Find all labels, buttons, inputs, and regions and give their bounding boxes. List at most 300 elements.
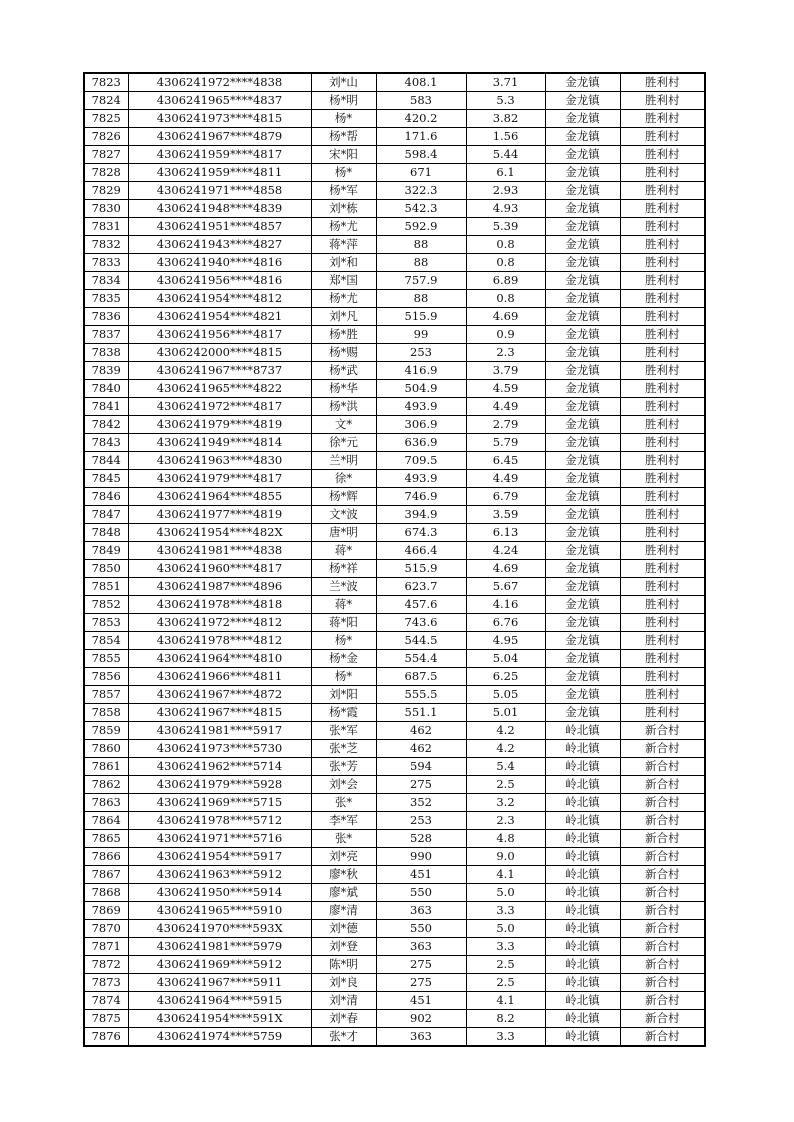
village-cell: 胜利村 [620,650,705,668]
name-cell: 杨*祥 [311,560,376,578]
table-row [84,182,705,200]
area-cell: 3.3 [466,938,545,956]
row-number-cell: 7827 [84,146,128,164]
area-cell: 0.9 [466,326,545,344]
row-number-cell: 7847 [84,506,128,524]
name-cell: 廖*秋 [311,866,376,884]
town-cell: 金龙镇 [545,668,620,686]
id-number-cell: 4306241950****5914 [128,884,311,902]
area-cell: 6.25 [466,668,545,686]
row-number-cell: 7871 [84,938,128,956]
village-cell: 胜利村 [620,470,705,488]
row-number-cell: 7860 [84,740,128,758]
name-cell: 徐*元 [311,434,376,452]
amount-cell: 275 [376,776,466,794]
row-number-cell: 7832 [84,236,128,254]
table-row [84,128,705,146]
row-number-cell: 7861 [84,758,128,776]
town-cell: 岭北镇 [545,866,620,884]
name-cell: 兰*明 [311,452,376,470]
row-number-cell: 7846 [84,488,128,506]
town-cell: 金龙镇 [545,452,620,470]
row-number-cell: 7876 [84,1028,128,1047]
id-number-cell: 4306241949****4814 [128,434,311,452]
amount-cell: 363 [376,1028,466,1047]
row-number-cell: 7842 [84,416,128,434]
amount-cell: 451 [376,992,466,1010]
row-number-cell: 7865 [84,830,128,848]
area-cell: 4.1 [466,992,545,1010]
id-number-cell: 4306241967****4815 [128,704,311,722]
area-cell: 3.3 [466,902,545,920]
table-row [84,902,705,920]
town-cell: 金龙镇 [545,272,620,290]
name-cell: 杨* [311,632,376,650]
town-cell: 金龙镇 [545,362,620,380]
id-number-cell: 4306241973****4815 [128,110,311,128]
table-row [84,362,705,380]
town-cell: 金龙镇 [545,308,620,326]
amount-cell: 674.3 [376,524,466,542]
row-number-cell: 7830 [84,200,128,218]
name-cell: 刘*春 [311,1010,376,1028]
name-cell: 张* [311,830,376,848]
amount-cell: 528 [376,830,466,848]
amount-cell: 275 [376,956,466,974]
town-cell: 岭北镇 [545,740,620,758]
town-cell: 岭北镇 [545,902,620,920]
town-cell: 岭北镇 [545,974,620,992]
village-cell: 胜利村 [620,200,705,218]
name-cell: 唐*明 [311,524,376,542]
table-row [84,308,705,326]
id-number-cell: 4306241963****4830 [128,452,311,470]
village-cell: 胜利村 [620,236,705,254]
name-cell: 杨* [311,164,376,182]
area-cell: 1.56 [466,128,545,146]
village-cell: 新合村 [620,722,705,740]
table-row [84,794,705,812]
name-cell: 廖*清 [311,902,376,920]
village-cell: 胜利村 [620,326,705,344]
village-cell: 胜利村 [620,596,705,614]
area-cell: 9.0 [466,848,545,866]
id-number-cell: 4306241960****4817 [128,560,311,578]
village-cell: 胜利村 [620,272,705,290]
village-cell: 胜利村 [620,488,705,506]
row-number-cell: 7859 [84,722,128,740]
amount-cell: 743.6 [376,614,466,632]
table-row [84,92,705,110]
amount-cell: 550 [376,920,466,938]
town-cell: 岭北镇 [545,848,620,866]
name-cell: 杨*尤 [311,218,376,236]
id-number-cell: 4306241978****5712 [128,812,311,830]
table-row [84,884,705,902]
name-cell: 张*才 [311,1028,376,1047]
amount-cell: 253 [376,812,466,830]
table-row [84,1010,705,1028]
town-cell: 岭北镇 [545,920,620,938]
row-number-cell: 7851 [84,578,128,596]
id-number-cell: 4306241956****4817 [128,326,311,344]
town-cell: 金龙镇 [545,650,620,668]
table-row [84,506,705,524]
name-cell: 杨* [311,668,376,686]
name-cell: 兰*波 [311,578,376,596]
town-cell: 金龙镇 [545,344,620,362]
amount-cell: 990 [376,848,466,866]
row-number-cell: 7829 [84,182,128,200]
town-cell: 金龙镇 [545,290,620,308]
area-cell: 2.5 [466,776,545,794]
town-cell: 金龙镇 [545,704,620,722]
amount-cell: 88 [376,236,466,254]
amount-cell: 88 [376,290,466,308]
amount-cell: 636.9 [376,434,466,452]
amount-cell: 466.4 [376,542,466,560]
name-cell: 杨*霞 [311,704,376,722]
area-cell: 3.79 [466,362,545,380]
area-cell: 4.2 [466,722,545,740]
village-cell: 新合村 [620,992,705,1010]
table-row [84,452,705,470]
amount-cell: 420.2 [376,110,466,128]
id-number-cell: 4306241981****5917 [128,722,311,740]
amount-cell: 99 [376,326,466,344]
area-cell: 6.89 [466,272,545,290]
village-cell: 新合村 [620,812,705,830]
table-row [84,686,705,704]
amount-cell: 408.1 [376,73,466,92]
area-cell: 0.8 [466,254,545,272]
village-cell: 新合村 [620,740,705,758]
table-row [84,110,705,128]
village-cell: 胜利村 [620,92,705,110]
id-number-cell: 4306242000****4815 [128,344,311,362]
village-cell: 胜利村 [620,524,705,542]
town-cell: 岭北镇 [545,884,620,902]
id-number-cell: 4306241965****4822 [128,380,311,398]
town-cell: 岭北镇 [545,1010,620,1028]
village-cell: 胜利村 [620,668,705,686]
row-number-cell: 7868 [84,884,128,902]
area-cell: 2.5 [466,974,545,992]
name-cell: 杨*武 [311,362,376,380]
town-cell: 岭北镇 [545,992,620,1010]
village-cell: 胜利村 [620,290,705,308]
id-number-cell: 4306241971****4858 [128,182,311,200]
village-cell: 胜利村 [620,128,705,146]
village-cell: 胜利村 [620,416,705,434]
village-cell: 新合村 [620,776,705,794]
town-cell: 金龙镇 [545,182,620,200]
row-number-cell: 7833 [84,254,128,272]
area-cell: 4.49 [466,398,545,416]
town-cell: 岭北镇 [545,776,620,794]
name-cell: 刘*德 [311,920,376,938]
area-cell: 6.1 [466,164,545,182]
name-cell: 蒋* [311,596,376,614]
row-number-cell: 7845 [84,470,128,488]
area-cell: 5.0 [466,884,545,902]
amount-cell: 671 [376,164,466,182]
name-cell: 蒋*阳 [311,614,376,632]
area-cell: 4.8 [466,830,545,848]
id-number-cell: 4306241967****8737 [128,362,311,380]
table-body [84,73,705,1046]
id-number-cell: 4306241956****4816 [128,272,311,290]
name-cell: 杨*赐 [311,344,376,362]
row-number-cell: 7835 [84,290,128,308]
village-cell: 胜利村 [620,218,705,236]
name-cell: 杨*辉 [311,488,376,506]
amount-cell: 306.9 [376,416,466,434]
town-cell: 金龙镇 [545,128,620,146]
amount-cell: 554.4 [376,650,466,668]
id-number-cell: 4306241979****4817 [128,470,311,488]
table-row [84,524,705,542]
name-cell: 刘*和 [311,254,376,272]
town-cell: 金龙镇 [545,488,620,506]
amount-cell: 394.9 [376,506,466,524]
id-number-cell: 4306241967****4872 [128,686,311,704]
town-cell: 金龙镇 [545,200,620,218]
id-number-cell: 4306241981****5979 [128,938,311,956]
row-number-cell: 7850 [84,560,128,578]
amount-cell: 515.9 [376,308,466,326]
town-cell: 岭北镇 [545,938,620,956]
name-cell: 杨*华 [311,380,376,398]
table-row [84,650,705,668]
village-cell: 胜利村 [620,434,705,452]
name-cell: 张*军 [311,722,376,740]
row-number-cell: 7858 [84,704,128,722]
village-cell: 胜利村 [620,632,705,650]
id-number-cell: 4306241959****4817 [128,146,311,164]
village-cell: 新合村 [620,794,705,812]
id-number-cell: 4306241966****4811 [128,668,311,686]
id-number-cell: 4306241979****5928 [128,776,311,794]
amount-cell: 746.9 [376,488,466,506]
name-cell: 杨*洪 [311,398,376,416]
name-cell: 郑*国 [311,272,376,290]
id-number-cell: 4306241978****4812 [128,632,311,650]
town-cell: 金龙镇 [545,506,620,524]
amount-cell: 592.9 [376,218,466,236]
name-cell: 宋*阳 [311,146,376,164]
name-cell: 刘*良 [311,974,376,992]
table-row [84,146,705,164]
table-row [84,758,705,776]
table-row [84,848,705,866]
table-row [84,218,705,236]
id-number-cell: 4306241963****5912 [128,866,311,884]
table-row [84,614,705,632]
name-cell: 文*波 [311,506,376,524]
village-cell: 新合村 [620,920,705,938]
town-cell: 岭北镇 [545,722,620,740]
area-cell: 4.95 [466,632,545,650]
id-number-cell: 4306241964****4810 [128,650,311,668]
town-cell: 金龙镇 [545,596,620,614]
row-number-cell: 7844 [84,452,128,470]
area-cell: 8.2 [466,1010,545,1028]
amount-cell: 583 [376,92,466,110]
area-cell: 4.24 [466,542,545,560]
table-row [84,776,705,794]
row-number-cell: 7862 [84,776,128,794]
name-cell: 李*军 [311,812,376,830]
id-number-cell: 4306241987****4896 [128,578,311,596]
area-cell: 3.71 [466,73,545,92]
area-cell: 5.01 [466,704,545,722]
village-cell: 新合村 [620,1010,705,1028]
town-cell: 金龙镇 [545,73,620,92]
village-cell: 新合村 [620,830,705,848]
table-row [84,974,705,992]
area-cell: 0.8 [466,290,545,308]
area-cell: 4.69 [466,308,545,326]
id-number-cell: 4306241962****5714 [128,758,311,776]
name-cell: 杨*尤 [311,290,376,308]
village-cell: 胜利村 [620,380,705,398]
name-cell: 刘*会 [311,776,376,794]
table-row [84,956,705,974]
name-cell: 张*芝 [311,740,376,758]
name-cell: 刘*栋 [311,200,376,218]
row-number-cell: 7857 [84,686,128,704]
row-number-cell: 7875 [84,1010,128,1028]
amount-cell: 363 [376,902,466,920]
area-cell: 4.16 [466,596,545,614]
row-number-cell: 7874 [84,992,128,1010]
amount-cell: 515.9 [376,560,466,578]
row-number-cell: 7849 [84,542,128,560]
id-number-cell: 4306241954****5917 [128,848,311,866]
amount-cell: 687.5 [376,668,466,686]
row-number-cell: 7856 [84,668,128,686]
area-cell: 4.93 [466,200,545,218]
name-cell: 杨*胜 [311,326,376,344]
id-number-cell: 4306241964****4855 [128,488,311,506]
table-row [84,740,705,758]
name-cell: 杨*明 [311,92,376,110]
row-number-cell: 7831 [84,218,128,236]
row-number-cell: 7840 [84,380,128,398]
village-cell: 胜利村 [620,164,705,182]
town-cell: 金龙镇 [545,632,620,650]
town-cell: 金龙镇 [545,218,620,236]
table-row [84,668,705,686]
town-cell: 金龙镇 [545,470,620,488]
town-cell: 金龙镇 [545,236,620,254]
village-cell: 新合村 [620,848,705,866]
amount-cell: 709.5 [376,452,466,470]
amount-cell: 322.3 [376,182,466,200]
table-row [84,866,705,884]
area-cell: 2.3 [466,344,545,362]
id-number-cell: 4306241940****4816 [128,254,311,272]
row-number-cell: 7836 [84,308,128,326]
row-number-cell: 7837 [84,326,128,344]
village-cell: 胜利村 [620,344,705,362]
amount-cell: 88 [376,254,466,272]
table-row [84,416,705,434]
amount-cell: 555.5 [376,686,466,704]
amount-cell: 551.1 [376,704,466,722]
village-cell: 胜利村 [620,542,705,560]
amount-cell: 416.9 [376,362,466,380]
area-cell: 6.13 [466,524,545,542]
row-number-cell: 7828 [84,164,128,182]
town-cell: 岭北镇 [545,812,620,830]
town-cell: 岭北镇 [545,758,620,776]
table-row [84,200,705,218]
town-cell: 金龙镇 [545,686,620,704]
town-cell: 金龙镇 [545,398,620,416]
name-cell: 蒋*萍 [311,236,376,254]
area-cell: 5.3 [466,92,545,110]
table-row [84,73,705,92]
area-cell: 2.3 [466,812,545,830]
town-cell: 金龙镇 [545,110,620,128]
row-number-cell: 7869 [84,902,128,920]
amount-cell: 757.9 [376,272,466,290]
name-cell: 杨* [311,110,376,128]
table-row [84,632,705,650]
village-cell: 胜利村 [620,308,705,326]
table-row [84,272,705,290]
name-cell: 杨*军 [311,182,376,200]
village-cell: 胜利村 [620,506,705,524]
row-number-cell: 7872 [84,956,128,974]
name-cell: 张* [311,794,376,812]
id-number-cell: 4306241943****4827 [128,236,311,254]
name-cell: 刘*清 [311,992,376,1010]
town-cell: 金龙镇 [545,326,620,344]
table-row [84,1028,705,1047]
amount-cell: 493.9 [376,398,466,416]
village-cell: 胜利村 [620,182,705,200]
table-row [84,722,705,740]
id-number-cell: 4306241969****5715 [128,794,311,812]
name-cell: 陈*明 [311,956,376,974]
row-number-cell: 7823 [84,73,128,92]
table-row [84,470,705,488]
town-cell: 金龙镇 [545,614,620,632]
row-number-cell: 7866 [84,848,128,866]
name-cell: 文* [311,416,376,434]
amount-cell: 462 [376,722,466,740]
amount-cell: 598.4 [376,146,466,164]
row-number-cell: 7867 [84,866,128,884]
row-number-cell: 7824 [84,92,128,110]
id-number-cell: 4306241969****5912 [128,956,311,974]
area-cell: 5.05 [466,686,545,704]
name-cell: 蒋* [311,542,376,560]
area-cell: 4.1 [466,866,545,884]
row-number-cell: 7870 [84,920,128,938]
amount-cell: 493.9 [376,470,466,488]
amount-cell: 544.5 [376,632,466,650]
table-row [84,164,705,182]
village-cell: 新合村 [620,938,705,956]
town-cell: 金龙镇 [545,560,620,578]
id-number-cell: 4306241970****593X [128,920,311,938]
town-cell: 金龙镇 [545,254,620,272]
village-cell: 胜利村 [620,686,705,704]
